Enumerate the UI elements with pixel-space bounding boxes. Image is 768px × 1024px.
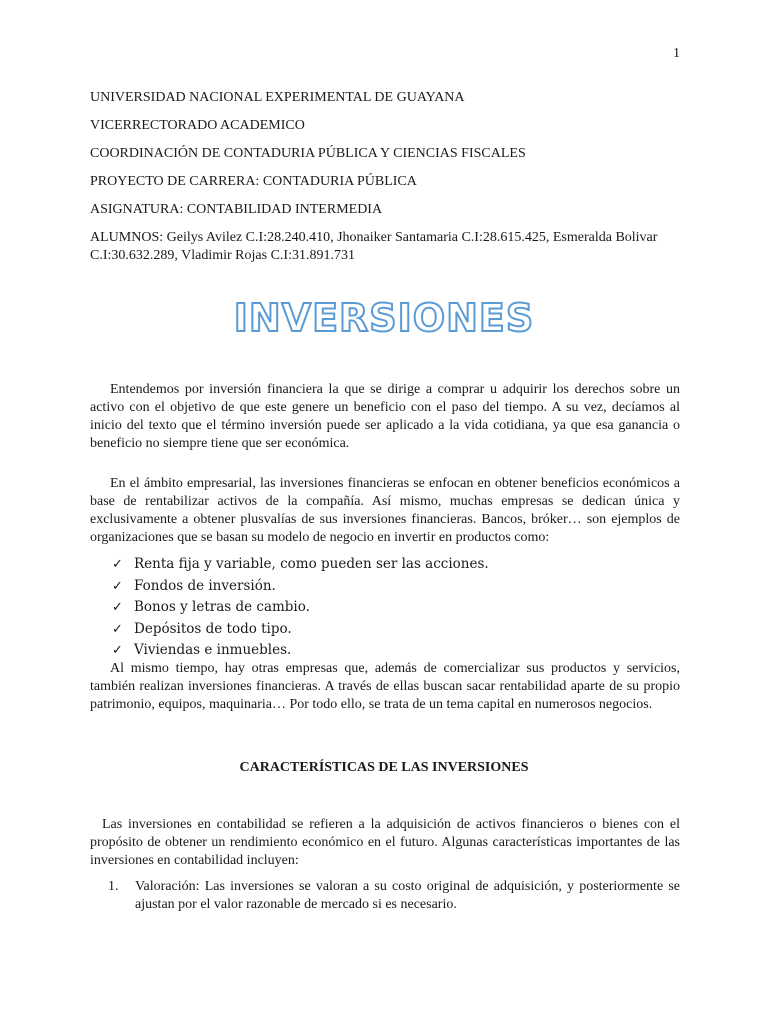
paragraph-intro: Entendemos por inversión financiera la que se dirige a comprar u adquirir los derechos sobre un activo con el objetivo de que este genere un beneficio con el paso del tiempo. A su vez, decíamos al inicio del texto que el término inversión puede ser aplicado a la vida cotidiana, ya que esa ganancia o beneficio no siempre tiene que ser económica.	[90, 382, 680, 451]
students-line-2: C.I:30.632.289, Vladimir Rojas C.I:31.891.731	[90, 248, 355, 263]
paragraph-characteristics: Las inversiones en contabilidad se refieren a la adquisición de activos financieros o bienes con el propósito de obtener un rendimiento económico en el futuro. Algunas características importantes de las inversiones en contabilidad incluyen:	[90, 817, 680, 868]
list-item	[112, 640, 489, 662]
list-item-text: Depósitos de todo tipo.	[134, 620, 292, 637]
list-item	[112, 597, 489, 619]
check-icon: ✓	[112, 621, 123, 637]
list-item	[112, 554, 489, 576]
check-icon: ✓	[112, 557, 123, 572]
document-header	[90, 89, 690, 265]
numbered-item-text: Valoración: Las inversiones se valoran a su costo original de adquisición, y posteriormente se ajustan por el valor razonable de mercado si es necesario.	[135, 879, 680, 912]
list-item-text: Bonos y letras de cambio.	[134, 599, 310, 615]
coordination: COORDINACIÓN DE CONTADURIA PÚBLICA Y CIENCIAS FISCALES	[90, 146, 526, 161]
section-heading: CARACTERÍSTICAS DE LAS INVERSIONES	[239, 760, 529, 775]
list-item-text: Fondos de inversión.	[134, 577, 276, 594]
university-name: UNIVERSIDAD NACIONAL EXPERIMENTAL DE GUAYANA	[90, 90, 465, 105]
career-project: PROYECTO DE CARRERA: CONTADURIA PÚBLICA	[90, 174, 417, 189]
page-number: 1	[673, 46, 680, 61]
list-item-text: Viviendas e inmuebles.	[134, 642, 292, 658]
document-title: INVERSIONES	[233, 296, 535, 340]
students	[90, 229, 690, 265]
list-item-text: Renta fija y variable, como pueden ser las acciones.	[134, 556, 489, 572]
subject: ASIGNATURA: CONTABILIDAD INTERMEDIA	[90, 202, 383, 217]
check-icon: ✓	[112, 643, 123, 658]
vice-rectorate: VICERRECTORADO ACADEMICO	[90, 118, 305, 133]
students-line-1: ALUMNOS: Geilys Avilez C.I:28.240.410, Jhonaiker Santamaria C.I:28.615.425, Esmeralda Bolivar	[90, 230, 658, 245]
list-item	[112, 576, 489, 598]
check-icon: ✓	[112, 578, 123, 594]
check-icon: ✓	[112, 600, 123, 615]
paragraph-business: En el ámbito empresarial, las inversiones financieras se enfocan en obtener beneficios económicos a base de rentabilizar activos de la compañía. Así mismo, muchas empresas se dedican única y exclusivamente a obtener plusvalías de sus inversiones financieras. Bancos, bróker… son ejemplos de organizaciones que se basan su modelo de negocio en invertir en productos como:	[90, 476, 680, 545]
paragraph-other-companies: Al mismo tiempo, hay otras empresas que, además de comercializar sus productos y servicios, también realizan inversiones financieras. A través de ellas buscan sacar rentabilidad aparte de su propio patrimonio, equipos, maquinaria… Por todo ello, se trata de un tema capital en numerosos negocios.	[90, 661, 680, 712]
investment-products-list	[112, 554, 489, 662]
numbered-item	[108, 878, 680, 914]
numbered-item-label: 1.	[108, 879, 119, 894]
list-item	[112, 619, 489, 641]
